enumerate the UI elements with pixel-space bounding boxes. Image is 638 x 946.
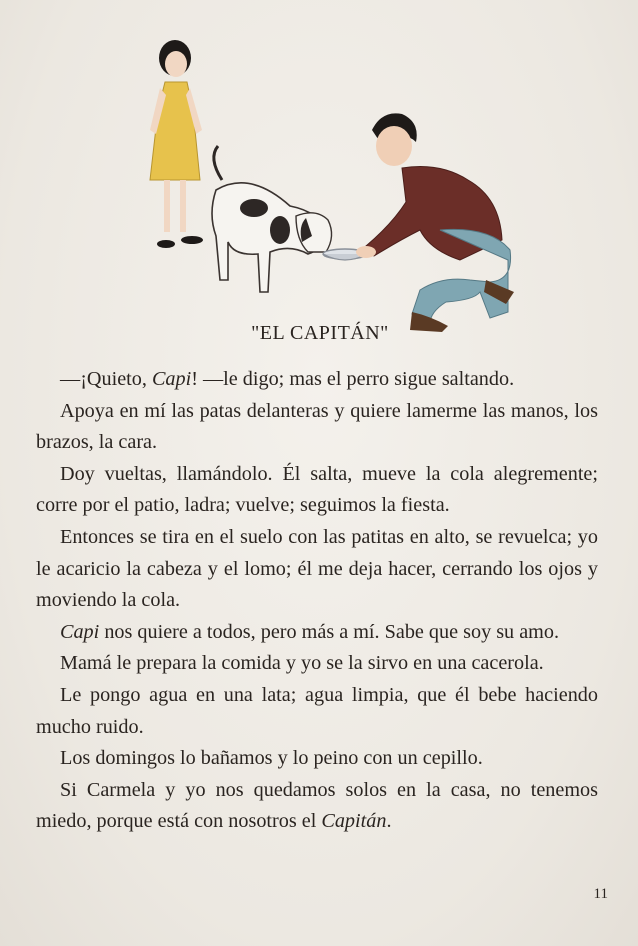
page-number: 11 <box>593 886 608 902</box>
girl-figure <box>150 40 203 248</box>
paragraph <box>36 775 598 838</box>
italic-text: Capitán <box>321 810 387 833</box>
text-run: Doy vueltas, llamándolo. Él salta, mueve la cola alegremente; corre por el patio, ladra; vuelve; seguimos la fiesta. <box>36 462 598 517</box>
illustration <box>130 30 530 340</box>
paragraph <box>36 680 598 743</box>
text-run: Los domingos lo bañamos y lo peino con un cepillo. <box>60 747 483 770</box>
paragraph <box>36 648 598 680</box>
paragraph <box>36 743 598 775</box>
paragraph <box>36 364 598 396</box>
text-run: ! —le digo; mas el perro sigue saltando. <box>191 368 515 390</box>
paragraph <box>36 396 598 459</box>
text-run: Apoya en mí las patas delanteras y quiere lamerme las manos, los brazos, la cara. <box>36 399 598 454</box>
text-run: . <box>386 810 392 833</box>
chapter-title: "EL CAPITÁN" <box>251 322 389 344</box>
text-run: nos quiere a todos, pero más a mí. Sabe que soy su amo. <box>99 620 560 643</box>
paragraph <box>36 522 598 617</box>
text-run: Mamá le prepara la comida y yo se la sirvo en una cacerola. <box>60 652 544 675</box>
text-run: —¡Quieto, <box>60 368 152 390</box>
italic-text: Capi <box>60 620 100 643</box>
text-run: Si Carmela y yo nos quedamos solos en la casa, no tenemos miedo, porque está con nosotros el <box>36 778 598 833</box>
paragraph <box>36 617 598 649</box>
text-run: Entonces se tira en el suelo con las patitas en alto, se revuelca; yo le acaricio la cabeza y el lomo; él me deja hacer, cerrando los ojos y moviendo la cola. <box>36 525 598 612</box>
italic-text: Capi <box>151 368 192 390</box>
text-run: Le pongo agua en una lata; agua limpia, que él bebe haciendo mucho ruido. <box>36 683 598 738</box>
dog-figure <box>212 146 332 292</box>
boy-figure <box>356 113 514 332</box>
paragraph <box>36 459 598 522</box>
story-text <box>36 364 598 838</box>
